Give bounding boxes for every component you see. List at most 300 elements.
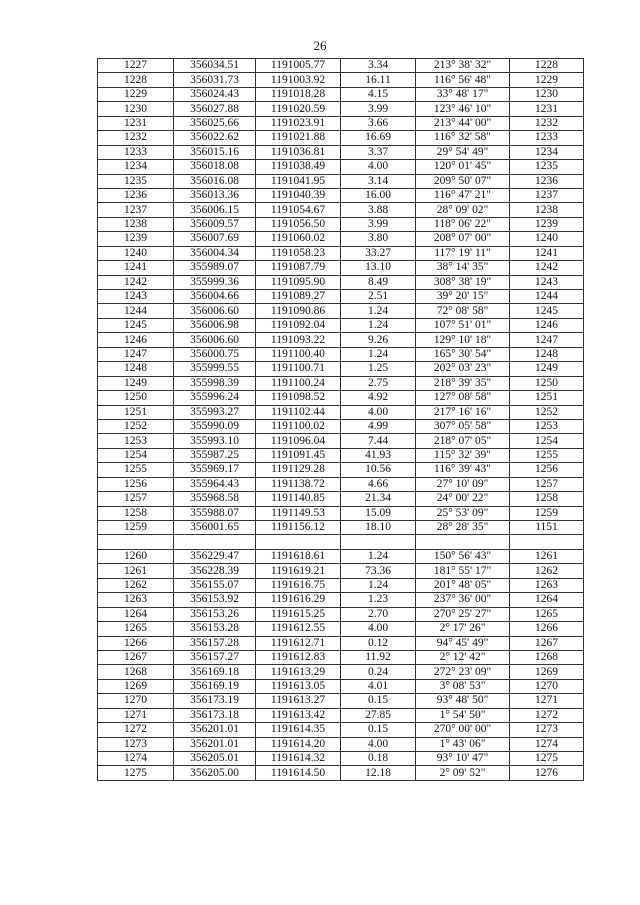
table-row	[98, 549, 584, 563]
table-row	[98, 593, 584, 607]
table-row	[98, 766, 584, 780]
distance-cell: 4.66	[341, 477, 416, 491]
next-point-cell: 1240	[510, 232, 584, 246]
point-number-cell: 1232	[98, 131, 174, 145]
bearing-cell: 38° 14' 35"	[416, 261, 510, 275]
distance-cell: 33.27	[341, 246, 416, 260]
x-coordinate-cell: 356228.39	[174, 564, 256, 578]
table-row	[98, 723, 584, 737]
next-point-cell: 1255	[510, 448, 584, 462]
y-coordinate-cell: 1191614.32	[256, 752, 341, 766]
table-row	[98, 477, 584, 491]
point-number-cell: 1254	[98, 448, 174, 462]
next-point-cell: 1151	[510, 521, 584, 535]
x-coordinate-cell: 356027.88	[174, 102, 256, 116]
distance-cell: 16.11	[341, 73, 416, 87]
point-number-cell: 1241	[98, 261, 174, 275]
bearing-cell: 2° 12' 42"	[416, 650, 510, 664]
table-row	[98, 694, 584, 708]
point-number-cell: 1231	[98, 116, 174, 130]
bearing-cell: 28° 28' 35"	[416, 521, 510, 535]
y-coordinate-cell: 1191614.20	[256, 737, 341, 751]
bearing-cell: 208° 07' 00"	[416, 232, 510, 246]
next-point-cell: 1265	[510, 607, 584, 621]
table-row	[98, 188, 584, 202]
table-row	[98, 318, 584, 332]
table-row	[98, 333, 584, 347]
next-point-cell: 1267	[510, 636, 584, 650]
table-row	[98, 506, 584, 520]
bearing-cell: 270° 25' 27"	[416, 607, 510, 621]
y-coordinate-cell: 1191149.53	[256, 506, 341, 520]
bearing-cell: 115° 32' 39"	[416, 448, 510, 462]
next-point-cell: 1266	[510, 622, 584, 636]
x-coordinate-cell: 355993.27	[174, 405, 256, 419]
table-row	[98, 246, 584, 260]
x-coordinate-cell: 356169.18	[174, 665, 256, 679]
bearing-cell: 307° 05' 58"	[416, 419, 510, 433]
x-coordinate-cell: 356201.01	[174, 723, 256, 737]
point-number-cell: 1258	[98, 506, 174, 520]
point-number-cell: 1240	[98, 246, 174, 260]
x-coordinate-cell: 355993.10	[174, 434, 256, 448]
distance-cell: 3.88	[341, 203, 416, 217]
point-number-cell: 1247	[98, 347, 174, 361]
y-coordinate-cell: 1191618.61	[256, 549, 341, 563]
y-coordinate-cell: 1191100.71	[256, 362, 341, 376]
point-number-cell: 1230	[98, 102, 174, 116]
y-coordinate-cell: 1191092.04	[256, 318, 341, 332]
point-number-cell: 1227	[98, 59, 174, 73]
x-coordinate-cell: 355989.07	[174, 261, 256, 275]
x-coordinate-cell: 356004.66	[174, 290, 256, 304]
bearing-cell: 118° 06' 22"	[416, 217, 510, 231]
next-point-cell: 1238	[510, 203, 584, 217]
table-row	[98, 290, 584, 304]
x-coordinate-cell: 356153.26	[174, 607, 256, 621]
x-coordinate-cell: 356153.28	[174, 622, 256, 636]
bearing-cell: 217° 16' 16"	[416, 405, 510, 419]
point-number-cell: 1248	[98, 362, 174, 376]
distance-cell: 11.92	[341, 650, 416, 664]
y-coordinate-cell: 1191613.42	[256, 708, 341, 722]
separator-row	[98, 535, 584, 549]
bearing-cell: 116° 47' 21"	[416, 188, 510, 202]
bearing-cell: 270° 00' 00"	[416, 723, 510, 737]
point-number-cell: 1244	[98, 304, 174, 318]
point-number-cell: 1263	[98, 593, 174, 607]
next-point-cell: 1256	[510, 463, 584, 477]
bearing-cell: 117° 19' 11"	[416, 246, 510, 260]
point-number-cell: 1251	[98, 405, 174, 419]
y-coordinate-cell: 1191005.77	[256, 59, 341, 73]
point-number-cell: 1262	[98, 578, 174, 592]
x-coordinate-cell: 356034.51	[174, 59, 256, 73]
table-row	[98, 578, 584, 592]
point-number-cell: 1275	[98, 766, 174, 780]
x-coordinate-cell: 355988.07	[174, 506, 256, 520]
point-number-cell: 1239	[98, 232, 174, 246]
bearing-cell: 120° 01' 45"	[416, 160, 510, 174]
table-row	[98, 87, 584, 101]
page-number: 26	[313, 38, 327, 53]
distance-cell: 0.12	[341, 636, 416, 650]
x-coordinate-cell: 356016.08	[174, 174, 256, 188]
distance-cell: 3.14	[341, 174, 416, 188]
x-coordinate-cell: 356205.00	[174, 766, 256, 780]
y-coordinate-cell: 1191613.05	[256, 679, 341, 693]
y-coordinate-cell: 1191040.39	[256, 188, 341, 202]
distance-cell: 7.44	[341, 434, 416, 448]
bearing-cell	[416, 535, 510, 549]
x-coordinate-cell: 356007.69	[174, 232, 256, 246]
next-point-cell	[510, 535, 584, 549]
distance-cell: 27.85	[341, 708, 416, 722]
y-coordinate-cell: 1191613.27	[256, 694, 341, 708]
table-row	[98, 636, 584, 650]
next-point-cell: 1263	[510, 578, 584, 592]
x-coordinate-cell: 356009.57	[174, 217, 256, 231]
y-coordinate-cell: 1191093.22	[256, 333, 341, 347]
table-row	[98, 304, 584, 318]
x-coordinate-cell: 356155.07	[174, 578, 256, 592]
next-point-cell: 1253	[510, 419, 584, 433]
x-coordinate-cell: 356201.01	[174, 737, 256, 751]
bearing-cell: 116° 39' 43"	[416, 463, 510, 477]
next-point-cell: 1245	[510, 304, 584, 318]
table-row	[98, 131, 584, 145]
next-point-cell: 1229	[510, 73, 584, 87]
table-row	[98, 622, 584, 636]
distance-cell: 4.00	[341, 737, 416, 751]
next-point-cell: 1248	[510, 347, 584, 361]
coordinates-table	[97, 58, 584, 781]
x-coordinate-cell: 356157.27	[174, 650, 256, 664]
table-row	[98, 737, 584, 751]
point-number-cell: 1269	[98, 679, 174, 693]
bearing-cell: 2° 17' 26"	[416, 622, 510, 636]
y-coordinate-cell: 1191054.67	[256, 203, 341, 217]
x-coordinate-cell: 355987.25	[174, 448, 256, 462]
x-coordinate-cell: 355964.43	[174, 477, 256, 491]
point-number-cell: 1229	[98, 87, 174, 101]
next-point-cell: 1259	[510, 506, 584, 520]
y-coordinate-cell: 1191096.04	[256, 434, 341, 448]
bearing-cell: 150° 56' 43"	[416, 549, 510, 563]
next-point-cell: 1239	[510, 217, 584, 231]
point-number-cell: 1274	[98, 752, 174, 766]
next-point-cell: 1252	[510, 405, 584, 419]
bearing-cell: 94° 45' 49"	[416, 636, 510, 650]
y-coordinate-cell: 1191612.71	[256, 636, 341, 650]
y-coordinate-cell: 1191036.81	[256, 145, 341, 159]
table-row	[98, 203, 584, 217]
distance-cell: 18.10	[341, 521, 416, 535]
next-point-cell: 1241	[510, 246, 584, 260]
y-coordinate-cell: 1191612.55	[256, 622, 341, 636]
point-number-cell: 1237	[98, 203, 174, 217]
table-row	[98, 376, 584, 390]
bearing-cell: 29° 54' 49"	[416, 145, 510, 159]
distance-cell: 16.00	[341, 188, 416, 202]
distance-cell: 8.49	[341, 275, 416, 289]
point-number-cell: 1245	[98, 318, 174, 332]
next-point-cell: 1258	[510, 492, 584, 506]
next-point-cell: 1273	[510, 723, 584, 737]
table-row	[98, 102, 584, 116]
distance-cell: 16.69	[341, 131, 416, 145]
bearing-cell: 116° 32' 58"	[416, 131, 510, 145]
point-number-cell: 1257	[98, 492, 174, 506]
table-row	[98, 419, 584, 433]
point-number-cell: 1246	[98, 333, 174, 347]
next-point-cell: 1243	[510, 275, 584, 289]
point-number-cell: 1255	[98, 463, 174, 477]
next-point-cell: 1271	[510, 694, 584, 708]
table-row	[98, 73, 584, 87]
next-point-cell: 1232	[510, 116, 584, 130]
y-coordinate-cell: 1191090.86	[256, 304, 341, 318]
y-coordinate-cell: 1191056.50	[256, 217, 341, 231]
x-coordinate-cell: 356173.18	[174, 708, 256, 722]
y-coordinate-cell: 1191100.40	[256, 347, 341, 361]
distance-cell: 4.00	[341, 622, 416, 636]
x-coordinate-cell: 355999.55	[174, 362, 256, 376]
x-coordinate-cell: 355996.24	[174, 391, 256, 405]
y-coordinate-cell: 1191129.28	[256, 463, 341, 477]
x-coordinate-cell: 356006.60	[174, 304, 256, 318]
y-coordinate-cell: 1191003.92	[256, 73, 341, 87]
x-coordinate-cell: 356025.66	[174, 116, 256, 130]
y-coordinate-cell: 1191060.02	[256, 232, 341, 246]
point-number-cell: 1238	[98, 217, 174, 231]
y-coordinate-cell: 1191616.75	[256, 578, 341, 592]
next-point-cell: 1237	[510, 188, 584, 202]
bearing-cell: 28° 09' 02"	[416, 203, 510, 217]
table-row	[98, 232, 584, 246]
y-coordinate-cell: 1191102.44	[256, 405, 341, 419]
bearing-cell: 201° 48' 05"	[416, 578, 510, 592]
point-number-cell: 1270	[98, 694, 174, 708]
y-coordinate-cell: 1191613.29	[256, 665, 341, 679]
distance-cell: 2.75	[341, 376, 416, 390]
bearing-cell: 33° 48' 17"	[416, 87, 510, 101]
point-number-cell: 1234	[98, 160, 174, 174]
next-point-cell: 1272	[510, 708, 584, 722]
bearing-cell: 213° 44' 00"	[416, 116, 510, 130]
distance-cell: 2.70	[341, 607, 416, 621]
bearing-cell: 237° 36' 00"	[416, 593, 510, 607]
distance-cell: 9.26	[341, 333, 416, 347]
next-point-cell: 1249	[510, 362, 584, 376]
distance-cell: 15.09	[341, 506, 416, 520]
x-coordinate-cell: 355998.39	[174, 376, 256, 390]
point-number-cell: 1235	[98, 174, 174, 188]
table-row	[98, 160, 584, 174]
distance-cell: 1.24	[341, 549, 416, 563]
x-coordinate-cell: 356169.19	[174, 679, 256, 693]
bearing-cell: 213° 38' 32"	[416, 59, 510, 73]
next-point-cell: 1233	[510, 131, 584, 145]
bearing-cell: 27° 10' 09"	[416, 477, 510, 491]
y-coordinate-cell: 1191614.35	[256, 723, 341, 737]
bearing-cell: 272° 23' 09"	[416, 665, 510, 679]
y-coordinate-cell: 1191041.95	[256, 174, 341, 188]
distance-cell: 12.18	[341, 766, 416, 780]
distance-cell: 3.34	[341, 59, 416, 73]
next-point-cell: 1268	[510, 650, 584, 664]
distance-cell: 1.24	[341, 304, 416, 318]
x-coordinate-cell: 356018.08	[174, 160, 256, 174]
x-coordinate-cell: 356015.16	[174, 145, 256, 159]
bearing-cell: 218° 39' 35"	[416, 376, 510, 390]
x-coordinate-cell: 356006.15	[174, 203, 256, 217]
table-row	[98, 174, 584, 188]
distance-cell: 1.23	[341, 593, 416, 607]
x-coordinate-cell: 356157.28	[174, 636, 256, 650]
point-number-cell: 1250	[98, 391, 174, 405]
next-point-cell: 1231	[510, 102, 584, 116]
next-point-cell: 1261	[510, 549, 584, 563]
bearing-cell: 1° 43' 06"	[416, 737, 510, 751]
y-coordinate-cell: 1191018.28	[256, 87, 341, 101]
bearing-cell: 129° 10' 18"	[416, 333, 510, 347]
distance-cell: 21.34	[341, 492, 416, 506]
distance-cell: 4.15	[341, 87, 416, 101]
point-number-cell: 1228	[98, 73, 174, 87]
distance-cell: 1.24	[341, 578, 416, 592]
y-coordinate-cell: 1191616.29	[256, 593, 341, 607]
next-point-cell: 1269	[510, 665, 584, 679]
point-number-cell: 1243	[98, 290, 174, 304]
next-point-cell: 1250	[510, 376, 584, 390]
point-number-cell: 1259	[98, 521, 174, 535]
distance-cell: 2.51	[341, 290, 416, 304]
distance-cell: 3.80	[341, 232, 416, 246]
y-coordinate-cell: 1191087.79	[256, 261, 341, 275]
table-row	[98, 275, 584, 289]
y-coordinate-cell: 1191614.50	[256, 766, 341, 780]
distance-cell: 13.10	[341, 261, 416, 275]
bearing-cell: 107° 51' 01"	[416, 318, 510, 332]
next-point-cell: 1234	[510, 145, 584, 159]
distance-cell: 3.99	[341, 217, 416, 231]
point-number-cell: 1271	[98, 708, 174, 722]
point-number-cell	[98, 535, 174, 549]
x-coordinate-cell: 356173.19	[174, 694, 256, 708]
next-point-cell: 1254	[510, 434, 584, 448]
next-point-cell: 1270	[510, 679, 584, 693]
y-coordinate-cell: 1191038.49	[256, 160, 341, 174]
bearing-cell: 24° 00' 22"	[416, 492, 510, 506]
distance-cell: 0.24	[341, 665, 416, 679]
y-coordinate-cell	[256, 535, 341, 549]
point-number-cell: 1242	[98, 275, 174, 289]
table-row	[98, 521, 584, 535]
x-coordinate-cell: 355968.58	[174, 492, 256, 506]
point-number-cell: 1266	[98, 636, 174, 650]
distance-cell: 3.66	[341, 116, 416, 130]
x-coordinate-cell: 356031.73	[174, 73, 256, 87]
point-number-cell: 1256	[98, 477, 174, 491]
distance-cell: 0.15	[341, 694, 416, 708]
x-coordinate-cell: 356024.43	[174, 87, 256, 101]
next-point-cell: 1235	[510, 160, 584, 174]
next-point-cell: 1246	[510, 318, 584, 332]
table-row	[98, 650, 584, 664]
x-coordinate-cell: 356001.65	[174, 521, 256, 535]
point-number-cell: 1253	[98, 434, 174, 448]
point-number-cell: 1252	[98, 419, 174, 433]
point-number-cell: 1261	[98, 564, 174, 578]
distance-cell: 3.37	[341, 145, 416, 159]
next-point-cell: 1236	[510, 174, 584, 188]
x-coordinate-cell: 356006.60	[174, 333, 256, 347]
distance-cell: 4.92	[341, 391, 416, 405]
y-coordinate-cell: 1191058.23	[256, 246, 341, 260]
next-point-cell: 1274	[510, 737, 584, 751]
table-row	[98, 217, 584, 231]
bearing-cell: 209° 50' 07"	[416, 174, 510, 188]
table-row	[98, 434, 584, 448]
x-coordinate-cell	[174, 535, 256, 549]
bearing-cell: 123° 46' 10"	[416, 102, 510, 116]
y-coordinate-cell: 1191098.52	[256, 391, 341, 405]
point-number-cell: 1273	[98, 737, 174, 751]
table-row	[98, 347, 584, 361]
table-row	[98, 564, 584, 578]
point-number-cell: 1236	[98, 188, 174, 202]
x-coordinate-cell: 355999.36	[174, 275, 256, 289]
distance-cell: 41.93	[341, 448, 416, 462]
y-coordinate-cell: 1191020.59	[256, 102, 341, 116]
bearing-cell: 72° 08' 58"	[416, 304, 510, 318]
table-row	[98, 463, 584, 477]
next-point-cell: 1257	[510, 477, 584, 491]
table-row	[98, 607, 584, 621]
x-coordinate-cell: 356006.98	[174, 318, 256, 332]
point-number-cell: 1233	[98, 145, 174, 159]
point-number-cell: 1272	[98, 723, 174, 737]
y-coordinate-cell: 1191138.72	[256, 477, 341, 491]
x-coordinate-cell: 356004.34	[174, 246, 256, 260]
y-coordinate-cell: 1191612.83	[256, 650, 341, 664]
table-row	[98, 391, 584, 405]
table-row	[98, 448, 584, 462]
table-row	[98, 145, 584, 159]
bearing-cell: 218° 07' 05"	[416, 434, 510, 448]
next-point-cell: 1244	[510, 290, 584, 304]
bearing-cell: 93° 10' 47"	[416, 752, 510, 766]
next-point-cell: 1262	[510, 564, 584, 578]
distance-cell: 4.99	[341, 419, 416, 433]
distance-cell: 4.00	[341, 160, 416, 174]
table-row	[98, 59, 584, 73]
distance-cell	[341, 535, 416, 549]
x-coordinate-cell: 356013.36	[174, 188, 256, 202]
x-coordinate-cell: 356205.01	[174, 752, 256, 766]
x-coordinate-cell: 356229.47	[174, 549, 256, 563]
next-point-cell: 1247	[510, 333, 584, 347]
bearing-cell: 25° 53' 09"	[416, 506, 510, 520]
distance-cell: 4.01	[341, 679, 416, 693]
next-point-cell: 1230	[510, 87, 584, 101]
table-row	[98, 752, 584, 766]
next-point-cell: 1251	[510, 391, 584, 405]
distance-cell: 0.18	[341, 752, 416, 766]
table-row	[98, 362, 584, 376]
bearing-cell: 308° 38' 19"	[416, 275, 510, 289]
